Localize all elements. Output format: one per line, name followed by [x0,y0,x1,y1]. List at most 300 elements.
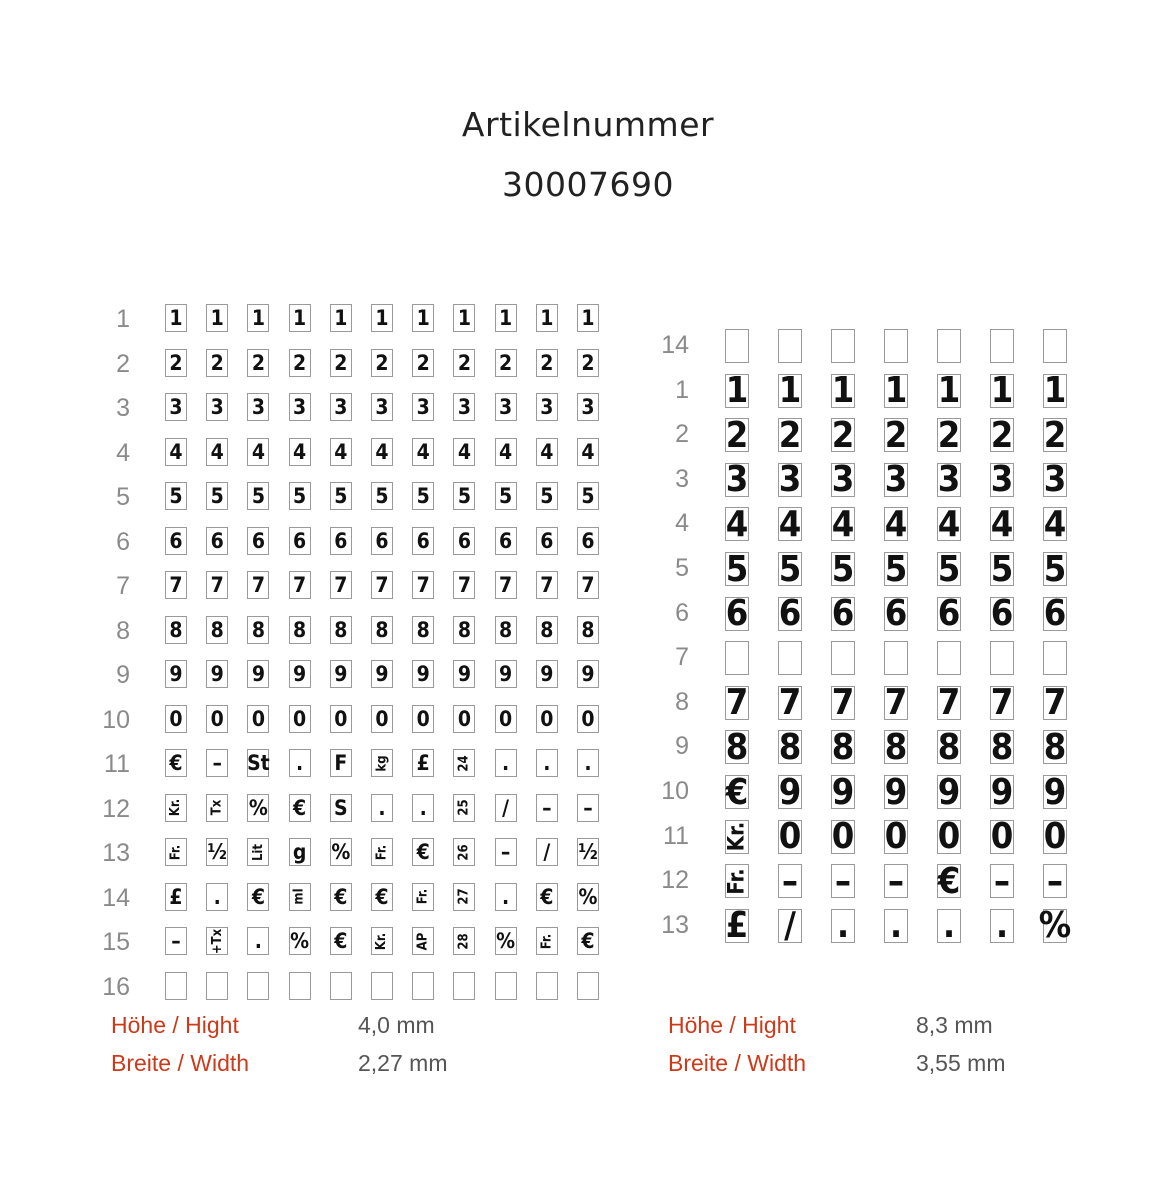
character-cell [536,482,558,510]
character-glyph: 27 [456,888,472,905]
character-cell [831,370,855,412]
character-glyph: . [419,795,427,820]
character-cell [330,838,352,866]
character-glyph: 9 [581,662,595,686]
character-glyph: . [502,751,510,775]
character-glyph: 7 [416,573,430,597]
character-glyph: 0 [990,816,1014,858]
character-glyph: 28 [456,932,472,950]
character-cell [778,905,802,947]
character-cell [453,616,475,644]
character-glyph: 2 [540,350,554,375]
character-glyph: 3 [251,395,265,419]
row-number: 8 [675,687,689,716]
character-cell [1038,905,1072,947]
character-cell [884,459,908,501]
left-width-value: 2,27 mm [358,1050,448,1076]
character-cell [725,503,749,545]
character-cell [831,816,855,858]
character-cell [247,393,269,421]
character-cell [536,660,558,688]
character-cell [1043,816,1067,858]
character-cell [990,682,1014,724]
character-glyph: kg [374,754,390,772]
character-cell [165,571,187,599]
character-cell [247,660,269,688]
character-cell [247,482,269,510]
row-number: 5 [116,483,130,511]
character-glyph: 0 [457,706,471,731]
character-glyph: Fr. [539,933,555,949]
character-glyph: 2 [499,350,513,375]
character-glyph: £ [416,751,430,775]
character-cell [536,838,558,866]
character-cell [289,393,311,421]
character-glyph: 4 [581,439,595,464]
character-cell [831,459,855,501]
character-glyph: . [378,795,386,820]
row-number: 4 [116,438,130,467]
character-cell [536,883,558,911]
character-cell [937,459,961,501]
character-glyph: % [331,840,351,864]
character-cell [453,838,475,866]
character-glyph: 7 [334,573,348,597]
left-width-label: Breite / Width [111,1050,250,1076]
character-glyph: 5 [416,484,430,508]
character-glyph: – [500,840,511,864]
character-cell [577,482,599,510]
character-glyph: 3 [499,395,513,419]
character-glyph: 1 [416,306,430,330]
character-cell [831,905,855,947]
article-number: 30007690 [502,165,674,204]
character-cell [536,794,558,822]
character-glyph: . [836,905,850,947]
empty-character-cell [831,641,855,675]
character-glyph: 9 [778,771,802,813]
character-glyph: 1 [293,306,307,330]
character-cell [495,349,517,377]
character-glyph: 2 [1043,414,1067,456]
character-glyph: 8 [831,726,855,768]
character-cell [330,616,352,644]
character-glyph: – [583,795,593,820]
character-glyph: 2 [334,350,348,375]
character-glyph: 8 [540,617,554,642]
character-cell [1043,370,1067,412]
character-cell [536,438,558,466]
character-glyph: % [578,884,598,909]
row-number: 14 [661,331,689,359]
character-cell [206,304,228,332]
character-glyph: 6 [375,528,389,553]
character-glyph: 4 [990,503,1014,545]
character-cell [831,414,855,456]
character-cell [289,838,311,866]
character-glyph: 6 [725,593,749,635]
character-cell [778,771,802,813]
character-glyph: 4 [416,439,430,464]
character-glyph: 3 [884,459,908,501]
character-cell [165,749,187,777]
character-cell [536,749,558,777]
character-cell [247,794,269,822]
character-cell [937,682,961,724]
row-number: 2 [116,349,130,378]
row-number: 7 [116,572,130,600]
character-glyph: 5 [375,484,389,508]
character-glyph: 7 [457,573,471,597]
character-glyph: 5 [937,548,961,590]
character-cell [937,816,961,858]
character-glyph: 8 [375,617,389,642]
character-cell [330,393,352,421]
character-cell [165,883,187,911]
character-glyph: 1 [990,370,1014,412]
character-cell [536,616,558,644]
row-number: 9 [675,732,689,761]
character-glyph: . [296,751,304,775]
character-cell [412,393,434,421]
character-cell [289,660,311,688]
character-cell [247,749,269,777]
character-cell [371,660,393,688]
character-glyph: 6 [884,593,908,635]
character-cell [990,593,1014,635]
empty-character-cell [725,641,749,675]
character-cell [330,571,352,599]
character-glyph: 0 [293,706,307,731]
character-cell [884,593,908,635]
character-cell [725,370,749,412]
empty-character-cell [412,972,434,1000]
character-cell [206,749,228,777]
character-cell [412,349,434,377]
character-glyph: 2 [831,414,855,456]
character-cell [330,304,352,332]
character-cell [536,705,558,733]
character-glyph: . [254,929,262,953]
character-cell [330,349,352,377]
character-cell [247,616,269,644]
character-glyph: 3 [293,395,307,419]
character-cell [990,503,1014,545]
character-glyph: 7 [1043,682,1067,724]
character-glyph: 3 [990,459,1014,501]
character-glyph: 2 [725,414,749,456]
empty-character-cell [165,972,187,1000]
character-glyph: 24 [456,754,472,772]
character-glyph: Fr. [724,868,750,895]
character-glyph: 1 [540,306,554,330]
character-glyph: 5 [457,484,471,508]
character-cell [1043,459,1067,501]
row-number: 8 [116,616,130,645]
character-glyph: 9 [251,662,265,686]
character-glyph: S [333,795,348,820]
empty-character-cell [725,329,749,363]
character-glyph: 7 [778,682,802,724]
character-glyph: 2 [293,350,307,375]
character-cell [536,393,558,421]
empty-character-cell [937,329,961,363]
row-number: 1 [675,375,689,404]
character-glyph: 6 [778,593,802,635]
character-glyph: 3 [169,395,183,419]
character-glyph: Kr. [374,932,390,950]
character-cell [165,527,187,555]
character-glyph: 3 [725,459,749,501]
character-cell [247,527,269,555]
character-cell [247,927,269,955]
character-cell [937,414,961,456]
empty-character-cell [371,972,393,1000]
character-cell [1043,726,1067,768]
character-cell [536,927,558,955]
character-glyph: 3 [457,395,471,419]
character-cell [884,503,908,545]
character-glyph: 7 [293,573,307,597]
character-cell [725,726,749,768]
character-glyph: 8 [884,726,908,768]
character-cell [884,548,908,590]
character-cell [1043,548,1067,590]
row-number: 7 [675,643,689,672]
character-glyph: Kr. [168,798,184,817]
page-title: Artikelnummer [461,105,715,144]
character-glyph: 8 [293,617,307,642]
character-cell [165,304,187,332]
character-glyph: 1 [884,370,908,412]
character-glyph: – [887,860,905,902]
character-glyph: 6 [210,528,224,553]
character-cell [453,749,475,777]
character-cell [937,860,961,902]
character-cell [289,616,311,644]
character-glyph: 1 [778,370,802,412]
character-cell [453,304,475,332]
character-glyph: . [889,905,903,947]
character-cell [206,660,228,688]
character-glyph: 8 [499,617,513,642]
empty-character-cell [884,329,908,363]
character-glyph: 25 [456,799,472,816]
character-glyph: 1 [457,306,471,330]
character-glyph: 9 [169,662,183,686]
empty-character-cell [831,329,855,363]
character-glyph: 26 [456,843,472,861]
character-cell [371,838,393,866]
character-cell [330,883,352,911]
character-cell [495,482,517,510]
character-glyph: – [542,795,552,820]
character-glyph: 4 [293,439,307,464]
row-number: 6 [675,598,689,627]
character-glyph: . [942,905,956,947]
character-cell [577,660,599,688]
character-glyph: 8 [210,617,224,642]
character-cell [206,883,228,911]
character-glyph: 3 [375,395,389,419]
character-cell [247,883,269,911]
character-cell [412,705,434,733]
character-glyph: £ [169,884,183,909]
character-cell [206,349,228,377]
character-cell [884,771,908,813]
character-glyph: Fr. [168,844,184,860]
character-glyph: 4 [169,439,183,464]
character-cell [206,616,228,644]
character-glyph: 0 [499,706,513,731]
row-number: 13 [102,839,130,867]
character-glyph: 8 [581,617,595,642]
character-cell [577,304,599,332]
character-glyph: 1 [375,306,389,330]
character-cell [725,864,749,898]
character-cell [577,571,599,599]
character-glyph: 5 [334,484,348,508]
character-glyph: 3 [210,395,224,419]
character-cell [990,905,1014,947]
empty-character-cell [778,641,802,675]
empty-character-cell [778,329,802,363]
character-glyph: Fr. [374,844,390,860]
character-glyph: AP [415,932,431,950]
character-glyph: 0 [1043,816,1067,858]
character-cell [412,527,434,555]
character-glyph: 3 [416,395,430,419]
character-glyph: 9 [416,662,430,686]
character-cell [577,838,599,866]
character-cell [453,482,475,510]
character-cell [165,794,187,822]
character-glyph: € [937,860,961,902]
character-glyph: 9 [375,662,389,686]
character-cell [247,304,269,332]
character-glyph: / [784,905,796,947]
empty-character-cell [990,641,1014,675]
character-cell [725,905,749,947]
character-cell [206,527,228,555]
left-height-value: 4,0 mm [358,1012,435,1038]
character-cell [330,927,352,955]
character-cell [495,438,517,466]
character-cell [495,616,517,644]
character-cell [577,705,599,733]
character-glyph: g [292,840,307,864]
character-cell [289,927,311,955]
character-cell [495,660,517,688]
right-height-value: 8,3 mm [916,1012,993,1038]
character-cell [937,503,961,545]
character-cell [371,927,393,955]
character-glyph: Lit [250,843,266,861]
empty-character-cell [495,972,517,1000]
character-cell [884,370,908,412]
character-cell [206,393,228,421]
character-cell [831,726,855,768]
empty-character-cell [937,641,961,675]
character-cell [330,482,352,510]
character-cell [725,414,749,456]
character-glyph: 4 [375,439,389,464]
character-glyph: 4 [884,503,908,545]
character-cell [884,682,908,724]
right-width-label: Breite / Width [668,1050,807,1076]
character-cell [1043,414,1067,456]
character-glyph: 5 [210,484,224,508]
empty-character-cell [990,329,1014,363]
character-cell [577,927,599,955]
character-cell [1043,682,1067,724]
character-glyph: 5 [778,548,802,590]
character-glyph: 6 [416,528,430,553]
character-cell [536,571,558,599]
character-glyph: 0 [375,706,389,731]
character-cell [289,349,311,377]
character-cell [577,527,599,555]
character-glyph: . [995,905,1009,947]
character-glyph: € [375,884,389,909]
character-glyph: – [834,860,852,902]
character-glyph: 9 [1043,771,1067,813]
character-glyph: 2 [416,350,430,375]
character-cell [778,503,802,545]
character-cell [884,726,908,768]
empty-character-cell [1043,329,1067,363]
character-cell [206,571,228,599]
character-glyph: ½ [578,840,598,864]
character-glyph: St [247,751,270,775]
row-number: 14 [102,883,130,912]
character-glyph: 2 [884,414,908,456]
character-glyph: 7 [831,682,855,724]
character-cell [990,860,1014,902]
character-cell [577,616,599,644]
character-cell [990,414,1014,456]
character-glyph: . [502,884,510,909]
character-glyph: Fr. [415,888,431,905]
row-number: 1 [116,305,130,333]
character-glyph: 5 [884,548,908,590]
character-cell [831,771,855,813]
character-cell [884,860,908,902]
character-cell [165,438,187,466]
character-glyph: 0 [581,706,595,731]
character-cell [577,393,599,421]
character-cell [453,883,475,911]
character-glyph: 8 [725,726,749,768]
character-glyph: 2 [937,414,961,456]
character-glyph: 6 [251,528,265,553]
character-cell [884,816,908,858]
empty-character-cell [247,972,269,1000]
character-glyph: % [290,929,310,953]
character-glyph: 9 [884,771,908,813]
character-cell [247,349,269,377]
empty-character-cell [884,641,908,675]
character-cell [412,794,434,822]
character-glyph: 4 [251,439,265,464]
character-glyph: 6 [334,528,348,553]
character-cell [206,482,228,510]
character-glyph: 7 [251,573,265,597]
character-cell [453,393,475,421]
character-cell [577,438,599,466]
character-glyph: Tx [209,799,225,816]
character-cell [453,527,475,555]
